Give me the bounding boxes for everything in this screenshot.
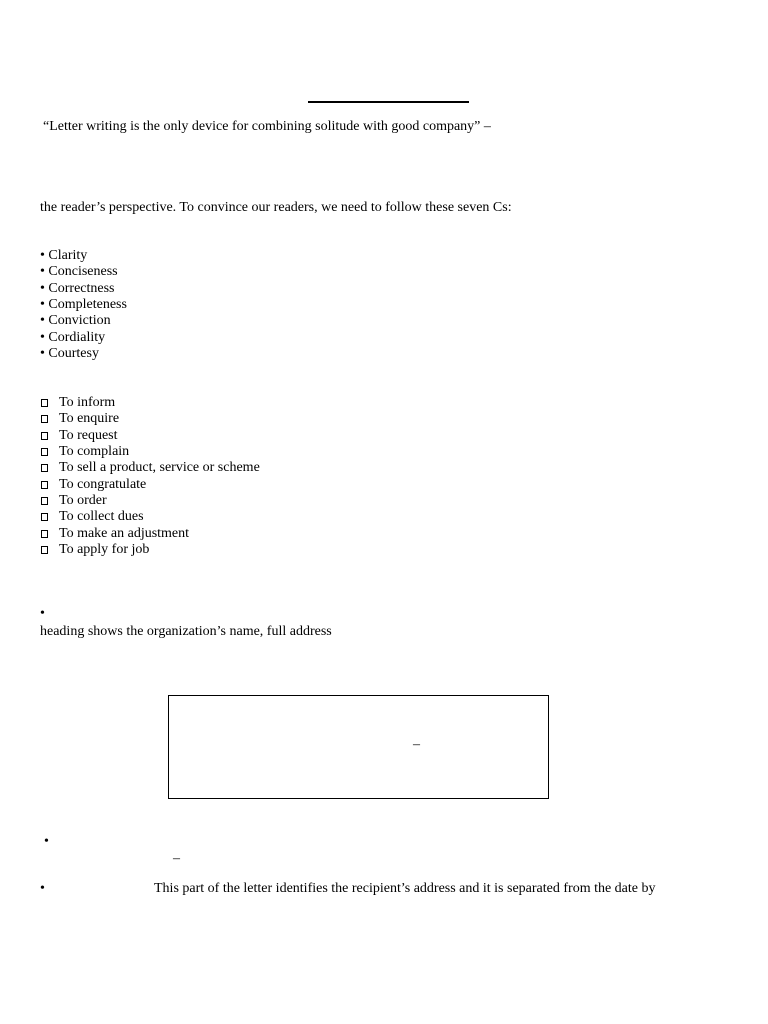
- list-item: To enquire: [40, 411, 260, 427]
- heading-bullet: •: [40, 606, 45, 621]
- purposes-list: [40, 395, 260, 558]
- list-item: To congratulate: [40, 477, 260, 493]
- list-item: • Clarity: [40, 248, 88, 263]
- list-item: To request: [40, 428, 260, 444]
- heading-description: heading shows the organization’s name, full address: [40, 624, 332, 639]
- list-item: To order: [40, 493, 260, 509]
- date-dash: –: [173, 851, 180, 866]
- date-bullet: •: [44, 834, 49, 849]
- list-item: • Completeness: [40, 296, 127, 312]
- checkbox-icon: [41, 464, 48, 472]
- list-item: To collect dues: [40, 509, 260, 525]
- list-item: • Courtesy: [40, 345, 99, 361]
- seven-cs-intro: the reader’s perspective. To convince our readers, we need to follow these seven Cs:: [40, 200, 512, 215]
- checkbox-icon: [41, 513, 48, 521]
- opening-quote: “Letter writing is the only device for combining solitude with good company” –: [43, 119, 491, 134]
- inside-address-description: This part of the letter identifies the recipient’s address and it is separated from the date by: [154, 881, 656, 896]
- list-item: • Correctness: [40, 280, 115, 296]
- letterhead-box: [168, 695, 549, 799]
- checkbox-icon: [41, 432, 48, 440]
- checkbox-icon: [41, 497, 48, 505]
- list-item: • Cordiality: [40, 329, 106, 345]
- checkbox-icon: [41, 448, 48, 456]
- list-item: • Conciseness: [40, 264, 118, 280]
- list-item: To apply for job: [40, 542, 260, 558]
- list-item: To sell a product, service or scheme: [40, 460, 260, 476]
- checkbox-icon: [41, 546, 48, 554]
- inside-address-bullet: •: [40, 881, 45, 896]
- list-item: • Conviction: [40, 313, 111, 329]
- checkbox-icon: [41, 415, 48, 423]
- list-item: To inform: [40, 395, 260, 411]
- checkbox-icon: [41, 530, 48, 538]
- seven-cs-list: [40, 248, 127, 362]
- title-underline: [308, 101, 469, 103]
- checkbox-icon: [41, 481, 48, 489]
- list-item: To make an adjustment: [40, 526, 260, 542]
- letterhead-dash: –: [413, 737, 420, 752]
- list-item: To complain: [40, 444, 260, 460]
- checkbox-icon: [41, 399, 48, 407]
